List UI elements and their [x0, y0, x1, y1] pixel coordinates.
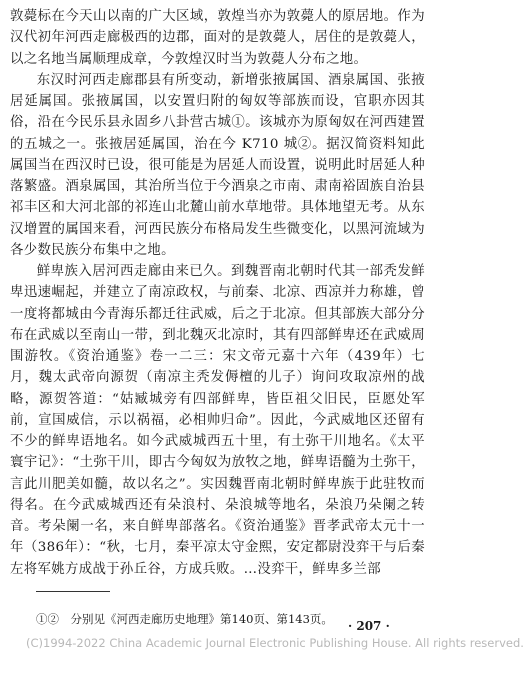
page-number: · 207 · [348, 619, 390, 633]
paragraph-eastern-han-commanderies: 东汉时河西走廊郡县有所变动，新增张掖属国、酒泉属国、张掖居延属国。张掖属国，以安置归附的匈奴等部族而设，官职亦因其俗，沿在今民乐县永固乡八卦营古城①。该城亦为原匈奴在河西建置的五城之一。张掖居延属国，治在今 K710 城②。据汉简资料知此属国当在西汉时已设，很可能是为居延人而设置，说明此时居延人种落繁盛。酒泉属国，其治所当位于今酒泉之市南、肃南裕固族自治县祁丰区和大河北部的祁连山北麓山前水草地带。具体地望无考。从东汉增置的属国来看，河西民族分布格局发生些微变化，以黑河流域为各少数民族分布集中之地。 [10, 72, 425, 258]
paragraph-continuation: 敦薨标在今天山以南的广大区域，敦煌当亦为敦薨人的原居地。作为汉代初年河西走廊极西的边郡，面对的是敦薨人，居住的是敦薨人，以之名地当属顺理成章，今敦煌汉时当为敦薨人分布之地。 [10, 9, 425, 67]
footnote-divider [36, 591, 110, 592]
footnote: ①② 分别见《河西走廊历史地理》第140页、第143页。 [36, 612, 333, 626]
main-text-block [10, 6, 425, 580]
paragraph-xianbei-settlement: 鲜卑族入居河西走廊由来已久。到魏晋南北朝时代其一部秃发鲜卑迅速崛起，并建立了南凉政权，与前秦、北凉、西凉并力称雄，曾一度将都城由今青海乐都迁往武威，后之于北凉。但其部族大部分分布在武威以至南山一带，到北魏灭北凉时，其有四部鲜卑还在武威周围游牧。《资治通鉴》卷一二三：宋文帝元嘉十六年（439年）七月，魏太武帝向源贺（南凉主秃发傉檀的儿子）询问攻取凉州的战略，源贺答道：“姑臧城旁有四部鲜卑，皆臣祖父旧民，臣愿处军前，宣国威信，示以祸福，必相帅归命”。因此，今武威地区还留有不少的鲜卑语地名。如今武威城西五十里，有土弥干川地名。《太平寰宇记》：“土弥干川，即古今匈奴为放牧之地，鲜卑语髓为土弥干，言此川肥美如髓，故以名之”。实因魏晋南北朝时鲜卑族于此驻牧而得名。在今武威城西还有朵浪村、朵浪城等地名，朵浪乃朵阑之转音。考朵阑一名，来自鲜卑部落名。《资治通鉴》晋孝武帝太元十一年（386年）：“秋，七月，秦平凉太守金熙，安定都尉没弈干与后秦左将军姚方成战于孙丘谷，方成兵败。…没弈干，鲜卑多兰部 [10, 264, 425, 577]
copyright-footer: (C)1994-2022 China Academic Journal Electronic Publishing House. All rights reserved. [26, 636, 524, 650]
